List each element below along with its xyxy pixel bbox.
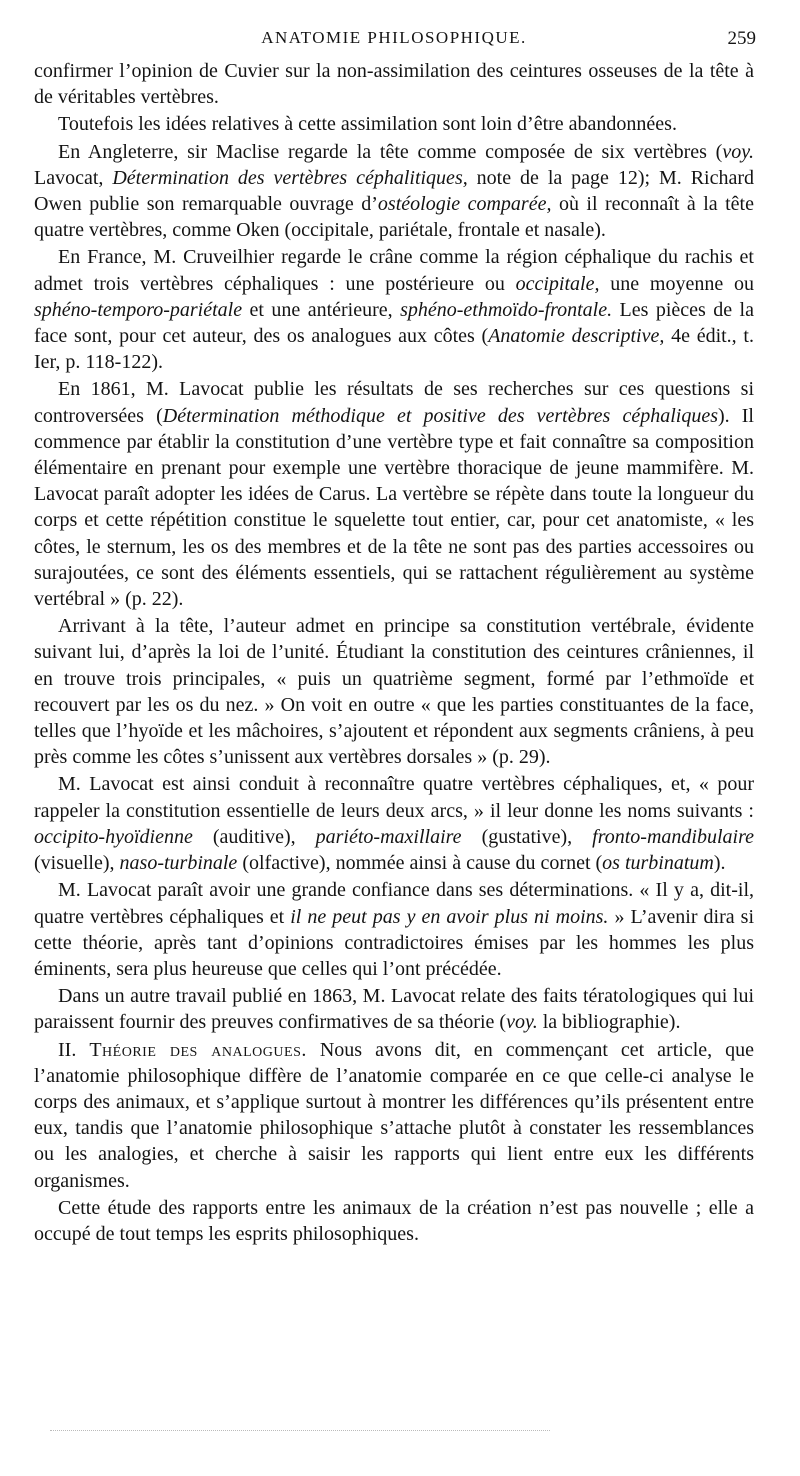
italic-title: Anatomie descriptive, (488, 325, 665, 348)
paragraph-5 (34, 376, 754, 612)
section-heading: Théorie des analogues. (89, 1038, 307, 1061)
text-run: ). Il commence par établir la constitution d’une vertèbre type et fait connaître sa composition élémentaire en prenant pour exemple une vertèbre thoracique de jeune mammifère. M. Lavocat paraît adopter les idées de Carus. La vertèbre se répète dans toute la longueur du corps et cette répétition constitue le squelette tout entier, car, pour cet anatomiste, « les côtes, le sternum, les os des membres et de la tête ne sont pas des parties accessoires ou surajoutées, ce sont des éléments essentiels, qui se rattachent régulièrement au système vertébral » (p. 22). (34, 404, 754, 611)
bottom-scan-noise (50, 1430, 550, 1431)
paragraph-4 (34, 244, 754, 375)
italic-run: voy. (722, 140, 754, 163)
text-run: ). (713, 852, 726, 875)
italic-run: voy. (506, 1011, 538, 1034)
text-run: une moyenne ou (599, 272, 755, 295)
paragraph-9 (34, 983, 754, 1035)
italic-term: sphéno-temporo-pariétale (34, 298, 243, 321)
section-number: II. (58, 1038, 90, 1061)
italic-term: naso-turbinale (119, 852, 238, 875)
body-text (34, 58, 754, 1247)
text-run: En France, M. Cruveilhier regarde le crâne comme la région céphalique du rachis et admet trois vertèbres céphaliques : une postérieure ou (34, 246, 754, 295)
text-run: M. Lavocat est ainsi conduit à reconnaître quatre vertèbres céphaliques, et, « pour rappeler la constitution essentielle de leurs deux arcs, » il leur donne les noms suivants : (34, 773, 754, 822)
text-run: 4e édit., t. Ier, p. 118-122). (34, 325, 754, 374)
italic-term: occipito-hyoïdienne (34, 825, 193, 848)
text-run: Les pièces de la face sont, pour cet auteur, des os analogues aux côtes ( (34, 298, 754, 348)
book-page (34, 22, 754, 1247)
text-run: En Angleterre, sir Maclise regarde la tête comme composée de six vertèbres ( (58, 140, 723, 163)
running-title: ANATOMIE PHILOSOPHIQUE. (261, 28, 527, 47)
italic-term: pariéto-maxillaire (315, 825, 462, 848)
text-run: (visuelle), (34, 852, 120, 875)
paragraph-1: confirmer l’opinion de Cuvier sur la non-assimilation des ceintures osseuses de la tête à de véritables vertèbres. (34, 60, 754, 109)
text-run: En 1861, M. Lavocat publie les résultats de ses recherches sur ces questions si controversées ( (34, 378, 754, 427)
text-run: Nous avons dit, en commençant cet article, que l’anatomie philosophique diffère de l’anatomie comparée en ce que celle-ci analyse le corps des animaux, et s’applique surtout à montrer les différences qu’ils présentent entre eux, tandis que l’anatomie philosophique s’attache plutôt à constater les ressemblances ou les analogies, et cherche à saisir les rapports qui lient entre eux les différents organismes. (34, 1038, 755, 1192)
text-run: » L’avenir dira si cette théorie, après tant d’opinions contradictoires émises par les hommes les plus éminents, sera plus heureuse que celles qui l’ont précédée. (34, 905, 755, 980)
text-run: et une antérieure, (242, 298, 401, 321)
italic-quote: il ne peut pas y en avoir plus ni moins. (290, 905, 609, 928)
text-run: note de la page 12); M. Richard Owen publie son remarquable ouvrage d’ (34, 166, 755, 216)
paragraph-6: Arrivant à la tête, l’auteur admet en principe sa constitution vertébrale, évidente suivant lui, d’après la loi de l’unité. Étudiant la constitution des ceintures crâniennes, il en trouve trois principales, « puis un quatrième segment, formé par l’ethmoïde et recouvert par les os du nez. » On voit en outre « que les parties constituantes de la face, telles que l’hyoïde et les mâchoires, s’ajoutent et répondent aux segments crâniens, à peu près comme les côtes s’unissent aux vertèbres dorsales » (p. 29). (34, 615, 754, 769)
italic-term: occipitale, (515, 272, 600, 295)
text-run: où il reconnaît à la tête quatre vertèbres, comme Oken (occipitale, pariétale, frontale et nasale). (34, 193, 754, 242)
italic-term: os turbinatum (602, 852, 714, 875)
paragraph-2: Toutefois les idées relatives à cette assimilation sont loin d’être abandonnées. (58, 113, 677, 136)
text-run: Lavocat, (34, 166, 113, 189)
text-run: (olfactive), nommée ainsi à cause du cornet ( (237, 852, 603, 875)
italic-title: Détermination méthodique et positive des vertèbres céphaliques (162, 404, 718, 427)
text-run: (gustative), (461, 825, 593, 848)
text-run: M. Lavocat paraît avoir une grande confiance dans ses déterminations. « Il y a, dit-il, quatre vertèbres céphaliques et (34, 879, 754, 928)
running-head (34, 22, 754, 52)
italic-term: sphéno-ethmoïdo-frontale. (400, 298, 613, 321)
text-run: (auditive), (192, 825, 316, 848)
text-run: Dans un autre travail publié en 1863, M. Lavocat relate des faits tératologiques qui lui paraissent fournir des preuves confirmatives de sa théorie ( (34, 985, 754, 1034)
text-run: la bibliographie). (537, 1011, 681, 1034)
page-number: 259 (727, 28, 756, 49)
paragraph-8 (34, 877, 754, 982)
italic-term: fronto-mandibulaire (592, 825, 754, 848)
paragraph-3 (34, 139, 754, 244)
italic-title: Détermination des vertèbres céphalitiques, (112, 166, 468, 189)
italic-title: ostéologie comparée, (377, 193, 552, 216)
paragraph-7 (34, 771, 754, 876)
paragraph-11: Cette étude des rapports entre les animaux de la création n’est pas nouvelle ; elle a occupé de tout temps les esprits philosophiques. (34, 1196, 754, 1245)
paragraph-10 (34, 1037, 754, 1194)
